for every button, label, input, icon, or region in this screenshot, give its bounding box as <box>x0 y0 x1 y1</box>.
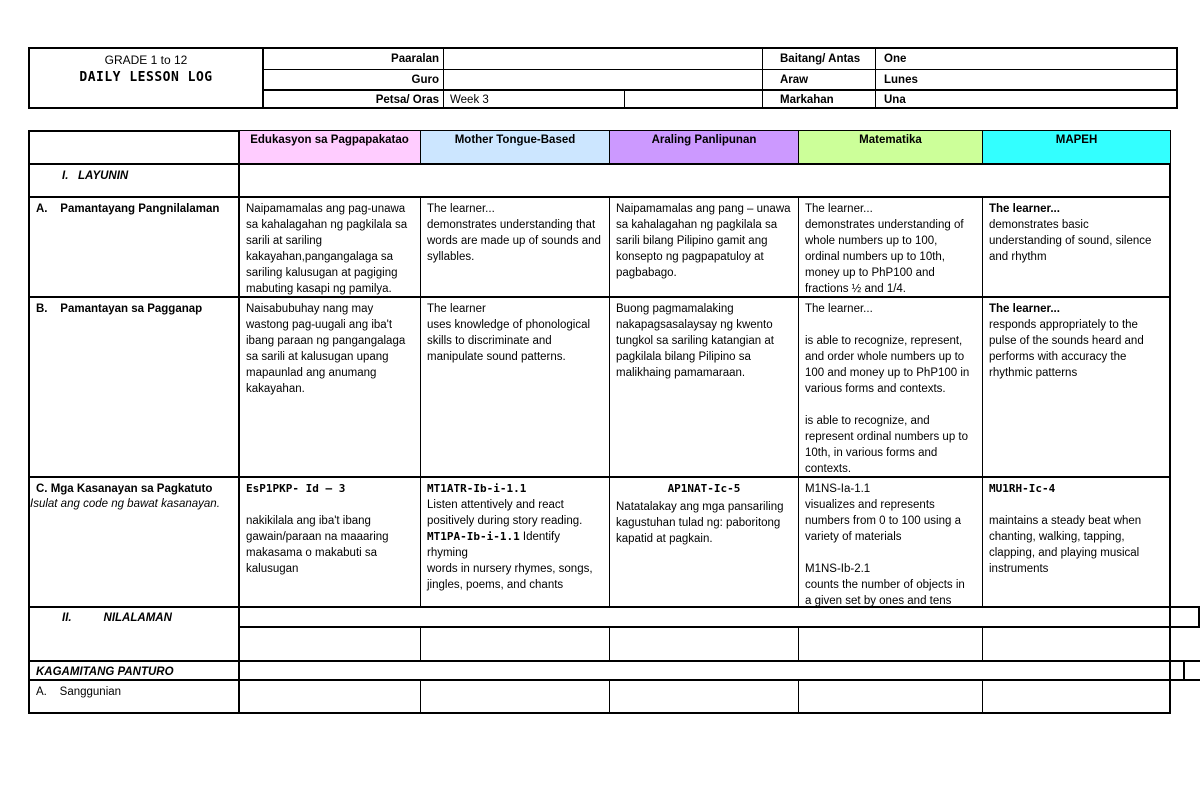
content-standard-mtb: The learner... demonstrates understanding that words are made up of sounds and syllables. <box>427 203 601 263</box>
datetime-label: Petsa/ Oras <box>375 94 439 106</box>
col-divider <box>798 626 799 662</box>
day-label: Araw <box>780 74 809 86</box>
datetime-field[interactable]: Week 3 <box>450 94 489 106</box>
divider <box>624 90 625 109</box>
competency-code: MT1ATR-Ib-i-1.1 <box>427 482 527 495</box>
divider <box>443 47 444 109</box>
subject-mapeh: MAPEH <box>983 131 1170 163</box>
subject-mtb: Mother Tongue-Based <box>421 131 609 163</box>
subject-esp: Edukasyon sa Pagpapakatao <box>239 131 420 163</box>
mapeh-content-text: demonstrates basic understanding of sound, silence and rhythm <box>989 219 1152 263</box>
competency-text: maintains a steady beat when chanting, walking, tapping, clapping, and playing musical instruments <box>989 515 1142 575</box>
performance-standard-mapeh <box>983 298 1170 476</box>
col-divider <box>982 130 983 164</box>
competency-code: MU1RH-Ic-4 <box>989 482 1056 495</box>
content-standard-esp: Naipamamalas ang pag-unawa sa kahalagahan ng pagkilala sa sarili at sariling kakayahan,pangangalaga sa sariling kalusugan at pagiging mabuting kasapi ng pamilya. <box>246 203 408 295</box>
mapeh-performance-text: responds appropriately to the pulse of the sounds heard and performs with accuracy the rhythmic patterns <box>989 319 1144 379</box>
col-divider <box>982 679 983 714</box>
col-divider <box>609 679 610 714</box>
competency-code: MT1PA-Ib-i-1.1 <box>427 530 520 543</box>
performance-standard-mtb: The learner uses knowledge of phonological skills to discriminate and manipulate sound patterns. <box>427 303 591 363</box>
competency-esp <box>240 478 420 606</box>
competencies-label: C. Mga Kasanayan sa Pagkatuto <box>36 483 213 495</box>
mapeh-learner-head: The learner... <box>989 303 1060 315</box>
quarter-value: Una <box>884 94 906 106</box>
content-standard-math: The learner... demonstrates understanding of whole numbers up to 100, ordinal numbers up to 10th, money up to PhP100 and fractions ½ and 1/4. <box>805 203 964 295</box>
content-standard-ap: Naipamamalas ang pang – unawa sa kahalagahan ng pagkilala sa sarili bilang Pilipino gamit ang konsepto ng pagpapatuloy at pagbabago. <box>616 203 791 279</box>
col-divider <box>609 130 610 164</box>
divider <box>762 47 763 109</box>
content-label: II. NILALAMAN <box>62 612 172 624</box>
competency-text: Natatalakay ang mga pansariling kagustuhan tulad ng: paboritong kapatid at pagkain. <box>616 501 784 545</box>
materials-label: KAGAMITANG PANTURO <box>36 666 174 678</box>
col-divider <box>798 679 799 714</box>
subject-math: Matematika <box>799 131 982 163</box>
competency-text: nakikilala ang iba't ibang gawain/paraan na maaaring makasama o makabuti sa kalusugan <box>246 515 389 575</box>
competency-ap <box>610 478 798 606</box>
performance-standard-ap: Buong pagmamalaking nakapagsasalaysay ng kwento tungkol sa sariling katangian at pagkilala bilang Pilipino sa malikhaing pamamaraan. <box>616 303 774 379</box>
competency-text: Listen attentively and react positively during story reading. <box>427 499 583 527</box>
col-divider <box>982 626 983 662</box>
subject-ap: Araling Panlipunan <box>610 131 798 163</box>
school-label: Paaralan <box>391 53 439 65</box>
competencies-note: Isulat ang code ng bawat kasanayan. <box>30 498 220 510</box>
competency-code: EsP1PKP- Id – 3 <box>246 482 346 495</box>
day-value: Lunes <box>884 74 918 86</box>
lesson-log-title: DAILY LESSON LOG <box>79 70 213 85</box>
competency-mtb <box>421 478 609 606</box>
grade-range: GRADE 1 to 12 <box>104 53 188 67</box>
teacher-label: Guro <box>411 74 439 86</box>
col-divider <box>609 626 610 662</box>
divider <box>875 47 876 109</box>
objectives-label: I. LAYUNIN <box>62 170 129 182</box>
performance-standards-label: B. Pamantayan sa Pagganap <box>36 303 203 315</box>
grade-value: One <box>884 53 907 65</box>
competency-code: AP1NAT-Ic-5 <box>667 482 741 495</box>
col-divider <box>420 626 421 662</box>
competency-text: words in nursery rhymes, songs, jingles, poems, and chants <box>427 563 593 591</box>
performance-standard-esp: Naisabubuhay nang may wastong pag-uugali ang iba't ibang paraan ng pangangalaga sa sarili at kalusugan upang mapaunlad ang anumang kakayahan. <box>246 303 406 395</box>
content-standard-mapeh <box>983 198 1170 296</box>
competency-mapeh <box>983 478 1170 606</box>
competency-math: M1NS-Ia-1.1 visualizes and represents numbers from 0 to 100 using a variety of materials M1NS-Ib-2.1 counts the number of objects in a given set by ones and tens <box>805 483 965 606</box>
row-divider <box>240 626 1200 628</box>
divider <box>1183 660 1185 681</box>
col-divider <box>420 679 421 714</box>
competency-text: Identify rhyming <box>427 531 560 559</box>
divider <box>262 69 1178 70</box>
quarter-label: Markahan <box>780 94 834 106</box>
performance-standard-math: The learner... is able to recognize, represent, and order whole numbers up to 100 and money up to PhP100 in various forms and contexts. is able to recognize, and represent ordinal numbers up to 10th, in various forms and contexts. <box>805 303 970 475</box>
grade-label: Baitang/ Antas <box>780 53 861 65</box>
col-divider <box>420 130 421 164</box>
references-label: A. Sanggunian <box>36 686 122 698</box>
content-standards-label: A. Pamantayang Pangnilalaman <box>36 203 220 215</box>
col-divider <box>798 130 799 164</box>
mapeh-learner-head: The learner... <box>989 203 1060 215</box>
